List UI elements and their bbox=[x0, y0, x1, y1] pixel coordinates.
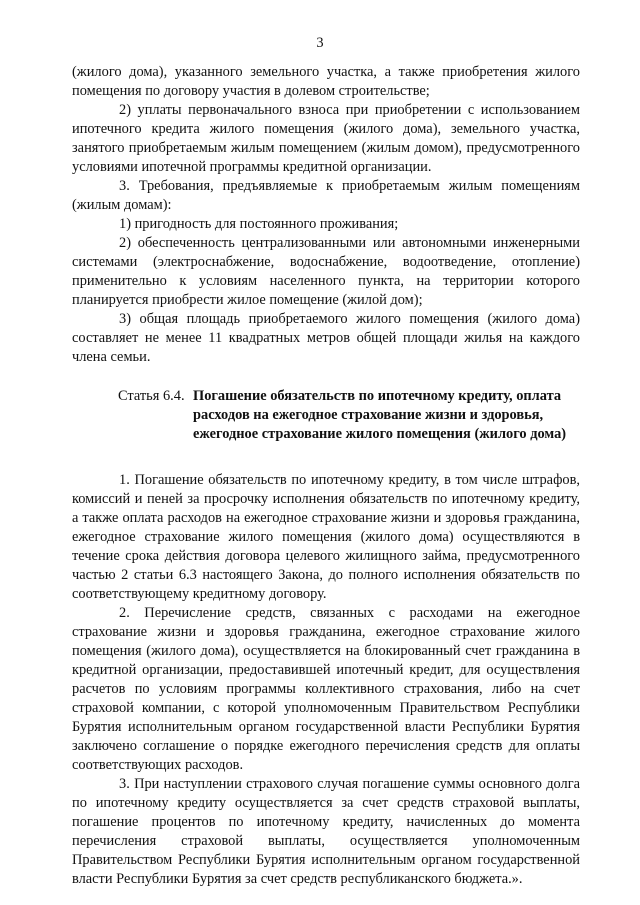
article-paragraph-2: 2. Перечисление средств, связанных с расходами на ежегодное страхование жизни и здоровья гражданина, ежегодное страхование жилого помещения (жилого дома), осуществляется на блокированный счет гражданина в кредитной организации, предоставившей ипотечный кредит, для осуществления расчетов по условиям программы коллективного страхования, либо на счет страховой компании, с которой уполномоченным Правительством Республики Бурятия исполнительным органом государственной власти Республики Бурятия заключено соглашение о порядке ежегодного перечисления средств для оплаты соответствующих расходов. bbox=[72, 605, 580, 773]
paragraph-requirement-1: 1) пригодность для постоянного проживания; bbox=[119, 216, 399, 232]
paragraph-requirement-2: 2) обеспеченность централизованными или автономными инженерными системами (электроснабжение, водоснабжение, водоотведение, отопление) применительно к условиям населенного пункта, на территории которого планируется приобрести жилое помещение (жилой дом); bbox=[72, 235, 580, 308]
article-heading bbox=[72, 387, 580, 444]
article-paragraph-3: 3. При наступлении страхового случая погашение суммы основного долга по ипотечному кредиту осуществляется за счет средств страховой выплаты, погашение процентов по ипотечному кредиту, начисленных до момента перечисления страховой выплаты, осуществляется уполномоченным Правительством Республики Бурятия исполнительным органом государственной власти Республики Бурятия за счет средств республиканского бюджета.». bbox=[72, 776, 580, 887]
document-body bbox=[72, 63, 580, 889]
paragraph-requirement-3: 3) общая площадь приобретаемого жилого помещения (жилого дома) составляет не менее 11 квадратных метров общей площади жилья на каждого члена семьи. bbox=[72, 311, 580, 365]
article-title: Погашение обязательств по ипотечному кредиту, оплата расходов на ежегодное страхование жизни и здоровья, ежегодное страхование жилого помещения (жилого дома) bbox=[193, 388, 567, 442]
article-paragraph-1: 1. Погашение обязательств по ипотечному кредиту, в том числе штрафов, комиссий и пеней за просрочку исполнения обязательств по ипотечному кредиту, а также оплата расходов на ежегодное страхование жизни и здоровья гражданина, ежегодное страхование жилого помещения (жилого дома) осуществляются в течение срока действия договора целевого жилищного займа, предусмотренного частью 2 статьи 6.3 настоящего Закона, до полного исполнения обязательств по соответствующему кредитному договору. bbox=[72, 472, 580, 602]
paragraph-continuation: (жилого дома), указанного земельного участка, а также приобретения жилого помещения по договору участия в долевом строительстве; bbox=[72, 64, 580, 99]
page-number: 3 bbox=[316, 35, 324, 51]
paragraph-item-2: 2) уплаты первоначального взноса при приобретении с использованием ипотечного кредита жилого помещения (жилого дома), земельного участка, занятого приобретаемым жилым помещением (жилым домом), предусмотренного условиями ипотечной программы кредитной организации. bbox=[72, 102, 580, 175]
article-number: Статья 6.4. bbox=[118, 388, 185, 404]
paragraph-requirements: 3. Требования, предъявляемые к приобретаемым жилым помещениям (жилым домам): bbox=[72, 178, 580, 213]
